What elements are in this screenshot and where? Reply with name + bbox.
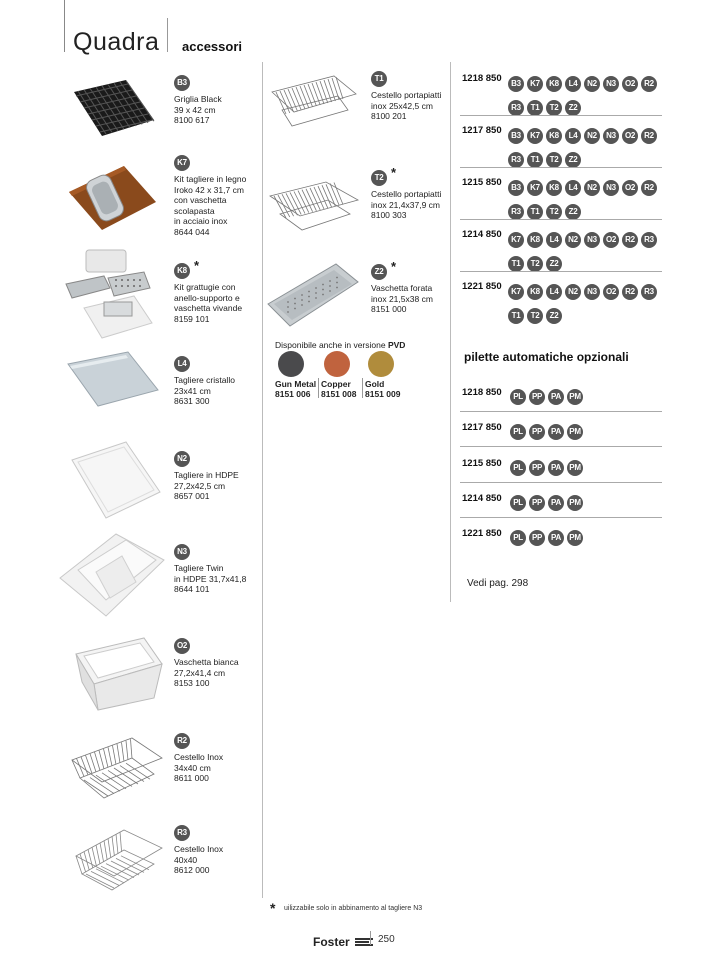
compat-badge: T1 — [527, 204, 543, 220]
compat-badge: T1 — [508, 256, 524, 272]
product-badge: R3 — [174, 825, 190, 841]
compat-badge: L4 — [546, 232, 562, 248]
pilette-badge: PL — [510, 424, 526, 440]
compat-badge: R3 — [508, 152, 524, 168]
pilette-badge: PP — [529, 495, 545, 511]
description-line: Cestello portapiatti — [371, 90, 442, 100]
description-line: Cestello Inox — [174, 844, 224, 854]
compat-badge: K8 — [546, 180, 562, 196]
compatible-badges — [508, 177, 668, 225]
compat-badge: N3 — [603, 180, 619, 196]
page-subtitle: accessori — [182, 39, 242, 54]
description-line: 27,2x41,4 cm — [174, 667, 226, 678]
compat-badge: N3 — [603, 76, 619, 92]
product-image-b3 — [66, 72, 156, 149]
compat-badge: N2 — [565, 284, 581, 300]
compat-badge: B3 — [508, 128, 524, 144]
compat-badge: O2 — [622, 128, 638, 144]
product-image-n2 — [70, 440, 162, 525]
compat-badge: O2 — [622, 180, 638, 196]
compat-badge: T2 — [546, 100, 562, 116]
description-line: Cestello Inox — [174, 752, 224, 762]
compat-badge: K7 — [508, 284, 524, 300]
compat-badge: R3 — [641, 284, 657, 300]
product-badge: O2 — [174, 638, 190, 654]
compat-badge: T2 — [546, 204, 562, 220]
compat-badge: R2 — [641, 180, 657, 196]
description-line: vaschetta vivande — [174, 303, 243, 313]
sink-code: 1217 850 — [462, 422, 502, 433]
product-badge-row — [174, 448, 190, 467]
description-line: anello-supporto e — [174, 292, 240, 303]
sink-code: 1218 850 — [462, 73, 502, 84]
product-image-o2 — [74, 636, 164, 716]
compat-badge: Z2 — [565, 152, 581, 168]
pvd-swatch-circle — [278, 351, 304, 377]
product-badge: B3 — [174, 75, 190, 91]
star-mark: * — [391, 259, 397, 274]
product-description — [174, 844, 223, 876]
row-divider — [460, 271, 662, 272]
description-line: Vaschetta bianca — [174, 657, 239, 667]
pvd-swatch-code: 8151 009 — [365, 389, 401, 399]
description-line: Tagliere Twin — [174, 563, 224, 573]
compat-badge: R3 — [641, 232, 657, 248]
product-badge-row — [174, 72, 190, 91]
compat-badge: K8 — [546, 128, 562, 144]
pilette-badge: PP — [529, 530, 545, 546]
pilette-badge: PM — [567, 530, 583, 546]
product-badge-row — [174, 541, 190, 560]
pvd-swatch-name: Gun Metal — [275, 379, 317, 389]
footnote-star: * — [270, 900, 276, 916]
compat-badge: Z2 — [546, 308, 562, 324]
pilette-badge: PA — [548, 530, 564, 546]
compat-badge: K7 — [508, 232, 524, 248]
sink-code: 1215 850 — [462, 177, 502, 188]
compat-badge: L4 — [546, 284, 562, 300]
pilette-title: pilette automatiche opzionali — [464, 350, 629, 364]
compat-badge: T1 — [527, 152, 543, 168]
pvd-swatch-circle — [324, 351, 350, 377]
product-badge: N3 — [174, 544, 190, 560]
star-mark: * — [194, 258, 200, 273]
row-divider — [460, 219, 662, 220]
pvd-swatch-circle — [368, 351, 394, 377]
product-image-k8 — [64, 248, 154, 348]
description-line: inox 21,5x38 cm — [371, 293, 433, 304]
pvd-label-prefix: Disponibile anche in versione — [275, 340, 388, 350]
star-mark: * — [391, 165, 397, 180]
pilette-badge: PL — [510, 389, 526, 405]
pilette-badge: PM — [567, 460, 583, 476]
row-divider — [460, 482, 662, 483]
product-description — [174, 752, 223, 784]
sink-code: 1214 850 — [462, 229, 502, 240]
description-line: 8100 303 — [371, 210, 407, 220]
product-badge: T2 — [371, 170, 387, 186]
product-badge-row — [174, 353, 190, 372]
compat-badge: L4 — [565, 76, 581, 92]
compat-badge: B3 — [508, 180, 524, 196]
product-badge-row — [174, 152, 190, 171]
pilette-badge: PM — [567, 495, 583, 511]
compat-badge: N2 — [565, 232, 581, 248]
product-badge-row — [371, 261, 396, 280]
description-line: 34x40 cm — [174, 762, 211, 773]
compat-badge: K8 — [527, 284, 543, 300]
page-number: 250 — [378, 934, 395, 945]
pvd-swatch-code: 8151 008 — [321, 389, 357, 399]
description-line: Cestello portapiatti — [371, 189, 442, 199]
compat-badge: R2 — [641, 76, 657, 92]
row-divider — [460, 446, 662, 447]
compat-badge: N3 — [584, 284, 600, 300]
product-image-t1 — [268, 70, 358, 137]
pilette-badge: PL — [510, 495, 526, 511]
row-divider — [460, 167, 662, 168]
product-description — [371, 283, 433, 315]
description-line: Tagliere cristallo — [174, 375, 235, 385]
product-image-n3 — [56, 530, 166, 625]
product-badge: Z2 — [371, 264, 387, 280]
compatible-badges — [508, 281, 668, 329]
compat-badge: Z2 — [546, 256, 562, 272]
pilette-badge: PA — [548, 495, 564, 511]
product-badge: N2 — [174, 451, 190, 467]
description-line: 8657 001 — [174, 491, 210, 501]
product-description — [174, 563, 246, 595]
pilette-badge: PM — [567, 424, 583, 440]
sink-code: 1214 850 — [462, 493, 502, 504]
description-line: Tagliere in HDPE — [174, 470, 239, 480]
compat-badge: O2 — [603, 284, 619, 300]
row-divider — [460, 517, 662, 518]
compatible-badges — [508, 229, 668, 277]
compat-badge: Z2 — [565, 100, 581, 116]
sink-code: 1218 850 — [462, 387, 502, 398]
description-line: 23x41 cm — [174, 385, 211, 396]
product-description — [174, 657, 239, 689]
product-badge: K8 — [174, 263, 190, 279]
pilette-badges — [510, 386, 670, 409]
description-line: 8159 101 — [174, 313, 210, 324]
description-line: 8100 617 — [174, 115, 210, 125]
compat-badge: O2 — [622, 76, 638, 92]
product-image-r2 — [70, 736, 165, 806]
description-line: 8644 101 — [174, 584, 210, 594]
compat-badge: R2 — [641, 128, 657, 144]
compat-badge: O2 — [603, 232, 619, 248]
compat-badge: N3 — [584, 232, 600, 248]
pvd-swatch-name: Copper — [321, 379, 351, 389]
compat-badge: R3 — [508, 204, 524, 220]
description-line: 27,2x42,5 cm — [174, 480, 226, 491]
product-description — [174, 282, 242, 324]
pilette-badge: PM — [567, 389, 583, 405]
sink-code: 1215 850 — [462, 458, 502, 469]
product-badge: T1 — [371, 71, 387, 87]
footnote-text: uilizzabile solo in abbinamento al tagliere N3 — [284, 905, 423, 912]
description-line: Iroko 42 x 31,7 cm — [174, 184, 244, 195]
page-title: Quadra — [73, 28, 160, 56]
product-badge-row — [371, 68, 387, 87]
compat-badge: R3 — [508, 100, 524, 116]
description-line: Kit tagliere in legno — [174, 174, 247, 184]
product-badge: K7 — [174, 155, 190, 171]
compatible-badges — [508, 73, 668, 121]
pilette-badge: PL — [510, 460, 526, 476]
description-line: 8644 044 — [174, 226, 210, 237]
description-line: Vaschetta forata — [371, 283, 433, 293]
pilette-badge: PA — [548, 460, 564, 476]
compat-badge: L4 — [565, 180, 581, 196]
description-line: Kit grattugie con — [174, 282, 236, 292]
brand-name: Foster — [313, 935, 350, 949]
description-line: inox 25x42,5 cm — [371, 100, 433, 111]
row-divider — [460, 411, 662, 412]
product-badge-row — [174, 635, 190, 654]
compat-badge: N2 — [584, 76, 600, 92]
description-line: 8153 100 — [174, 678, 210, 688]
compat-badge: K7 — [527, 76, 543, 92]
pilette-badge: PL — [510, 530, 526, 546]
description-line: inox 21,4x37,9 cm — [371, 199, 440, 210]
pilette-badges — [510, 421, 670, 444]
compat-badge: T2 — [546, 152, 562, 168]
product-description — [371, 189, 441, 221]
product-description — [371, 90, 441, 122]
product-badge-row — [174, 730, 190, 749]
pvd-swatch-name: Gold — [365, 379, 385, 389]
compat-badge: K8 — [546, 76, 562, 92]
product-image-z2 — [266, 262, 361, 337]
product-image-l4 — [66, 350, 161, 415]
compat-badge: R2 — [622, 232, 638, 248]
row-divider — [460, 115, 662, 116]
product-badge-row — [174, 822, 190, 841]
compat-badge: R2 — [622, 284, 638, 300]
description-line: 8631 300 — [174, 396, 210, 406]
pilette-badge: PP — [529, 389, 545, 405]
sink-code: 1221 850 — [462, 528, 502, 539]
compat-badge: N3 — [603, 128, 619, 144]
compat-badge: B3 — [508, 76, 524, 92]
description-line: Griglia Black — [174, 94, 222, 104]
pilette-badges — [510, 527, 670, 550]
product-description — [174, 174, 246, 237]
description-line: scolapasta — [174, 205, 215, 216]
compat-badge: Z2 — [565, 204, 581, 220]
product-badge-row — [174, 260, 199, 279]
product-description — [174, 470, 239, 502]
product-badge: R2 — [174, 733, 190, 749]
product-badge-row — [371, 167, 396, 186]
product-image-t2 — [266, 176, 361, 243]
product-description — [174, 94, 222, 126]
product-badge: L4 — [174, 356, 190, 372]
pvd-label — [275, 340, 405, 350]
description-line: in HDPE 31,7x41,8 — [174, 573, 247, 584]
description-line: 39 x 42 cm — [174, 104, 216, 115]
product-description — [174, 375, 235, 407]
product-image-k7 — [64, 162, 159, 239]
compat-badge: T1 — [527, 100, 543, 116]
pvd-swatch-code: 8151 006 — [275, 389, 311, 399]
compat-badge: K7 — [527, 180, 543, 196]
compat-badge: L4 — [565, 128, 581, 144]
pilette-badges — [510, 457, 670, 480]
see-page-note: Vedi pag. 298 — [467, 578, 529, 589]
pilette-badge: PP — [529, 460, 545, 476]
sink-code: 1221 850 — [462, 281, 502, 292]
pilette-badges — [510, 492, 670, 515]
compatible-badges — [508, 125, 668, 173]
sink-code: 1217 850 — [462, 125, 502, 136]
product-image-r3 — [74, 828, 164, 898]
compat-badge: T2 — [527, 308, 543, 324]
footer-logo — [313, 933, 374, 951]
description-line: 8100 201 — [371, 111, 407, 121]
compat-badge: N2 — [584, 128, 600, 144]
pvd-label-bold: PVD — [387, 340, 406, 350]
pilette-badge: PP — [529, 424, 545, 440]
compat-badge: T1 — [508, 308, 524, 324]
description-line: 40x40 — [174, 854, 198, 865]
compat-badge: K8 — [527, 232, 543, 248]
compat-badge: K7 — [527, 128, 543, 144]
pilette-badge: PA — [548, 389, 564, 405]
description-line: 8151 000 — [371, 304, 407, 314]
description-line: 8611 000 — [174, 773, 209, 783]
description-line: in acciaio inox — [174, 216, 228, 226]
pilette-badge: PA — [548, 424, 564, 440]
compat-badge: N2 — [584, 180, 600, 196]
description-line: 8612 000 — [174, 865, 210, 875]
brand-stripes-icon — [354, 937, 374, 947]
compat-badge: T2 — [527, 256, 543, 272]
description-line: con vaschetta — [174, 195, 227, 205]
